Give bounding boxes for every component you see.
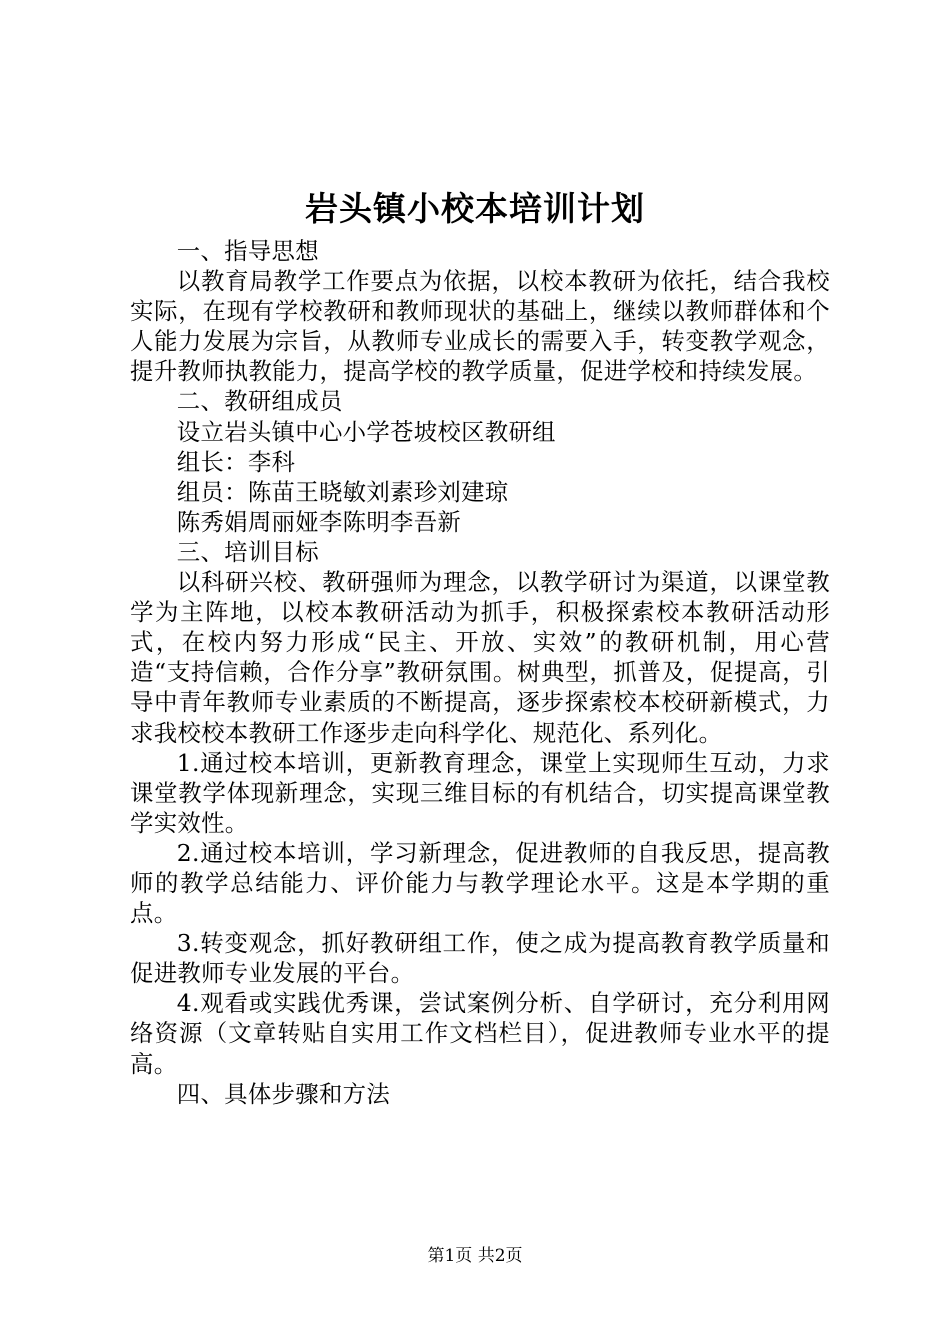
paragraph-group-members-continued: 陈秀娟周丽娅李陈明李吾新 bbox=[176, 507, 462, 536]
paragraph-group-members: 组员：陈苗王晓敏刘素珍刘建琼 bbox=[176, 477, 509, 506]
section-heading-guiding-thought: 一、指导思想 bbox=[176, 237, 319, 265]
paragraph-group-setup: 设立岩头镇中心小学苍坡校区教研组 bbox=[176, 417, 556, 446]
paragraph-guiding-thought: 以教育局教学工作要点为依据，以校本教研为依托，结合我校实际，在现有学校教研和教师现状的基础上，继续以教师群体和个人能力发展为宗旨，从教师专业成长的需要入手，转变教学观念，提升教师执教能力，提高学校的教学质量，促进学校和持续发展。 bbox=[130, 267, 830, 386]
document-title: 岩头镇小校本培训计划 bbox=[305, 189, 645, 228]
list-item-goal-1: 1.通过校本培训，更新教育理念，课堂上实现师生互动，力求课堂教学体现新理念，实现三维目标的有机结合，切实提高课堂教学实效性。 bbox=[130, 748, 830, 837]
section-heading-members: 二、教研组成员 bbox=[176, 387, 343, 416]
paragraph-training-goals: 以科研兴校、教研强师为理念，以教学研讨为渠道，以课堂教学为主阵地，以校本教研活动为抓手，积极探索校本教研活动形式，在校内努力形成“民主、开放、实效”的教研机制，用心营造“支持信赖，合作分享”教研氛围。树典型，抓普及，促提高，引导中青年教师专业素质的不断提高，逐步探索校本校研新模式，力求我校校本教研工作逐步走向科学化、规范化、系列化。 bbox=[130, 568, 830, 747]
list-item-goal-2: 2.通过校本培训，学习新理念，促进教师的自我反思，提高教师的教学总结能力、评价能力与教学理论水平。这是本学期的重点。 bbox=[130, 838, 830, 928]
list-item-goal-4: 4.观看或实践优秀课，尝试案例分析、自学研讨，充分利用网络资源（文章转贴自实用工作文档栏目），促进教师专业水平的提高。 bbox=[130, 989, 830, 1078]
section-heading-steps-methods: 四、具体步骤和方法 bbox=[176, 1079, 391, 1108]
section-heading-training-goals: 三、培训目标 bbox=[176, 537, 319, 566]
page-footer: 第1页 共2页 bbox=[427, 1246, 523, 1266]
document-body bbox=[130, 236, 830, 1109]
list-item-goal-3: 3.转变观念，抓好教研组工作，使之成为提高教育教学质量和促进教师专业发展的平台。 bbox=[130, 929, 830, 988]
paragraph-group-leader: 组长：李科 bbox=[176, 447, 296, 476]
